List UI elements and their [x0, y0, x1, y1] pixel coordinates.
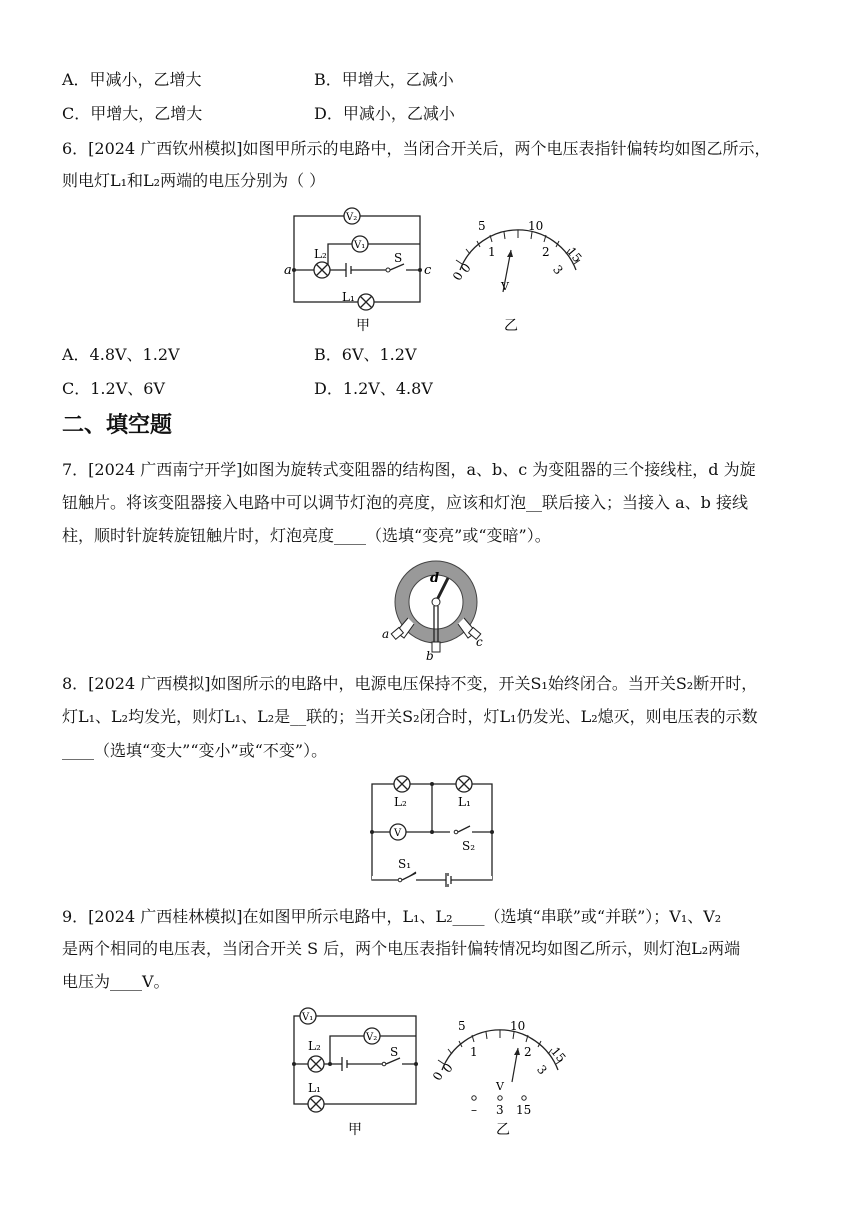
q6-scale-bottom-3: 3 — [550, 262, 566, 278]
section-heading: 二、填空题 — [62, 413, 173, 438]
q6-scale-bottom-1: 1 — [488, 245, 496, 259]
q9-label-v2: V₂ — [366, 1032, 378, 1043]
q6-question-line-2: 则电灯L₁和L₂两端的电压分别为（ ） — [62, 171, 326, 190]
q7-question-line-2: 钮触片。将该变阻器接入电路中可以调节灯泡的亮度，应该和灯泡__联后接入；当接入 a、b 接线 — [62, 493, 748, 512]
q7-label-c: c — [476, 635, 483, 649]
q9-label-v1: V₁ — [302, 1012, 314, 1023]
q7-question-line-3: 柱，顺时针旋转旋钮触片时，灯泡亮度____（选填“变亮”或“变暗”）。 — [62, 526, 551, 545]
q5-option-d: D．甲减小，乙减小 — [314, 104, 455, 123]
q6-label-v2: V₂ — [346, 212, 358, 223]
q9-caption-left: 甲 — [348, 1122, 362, 1138]
q8-label-l1: L₁ — [458, 795, 471, 809]
q9-caption-right: 乙 — [496, 1122, 510, 1138]
q7-label-d: d — [430, 571, 440, 586]
q7-label-b: b — [426, 649, 434, 663]
q8-label-s2: S₂ — [462, 839, 476, 853]
q6-caption-right: 乙 — [504, 318, 518, 334]
q8-question-line-3: ____（选填“变大”“变小”或“不变”）。 — [62, 741, 328, 760]
q9-scale-top-0: 0 — [429, 1069, 446, 1083]
q9-question-line-2: 是两个相同的电压表，当闭合开关 S 后，两个电压表指针偏转情况均如图乙所示，则灯泡L₂两端 — [62, 939, 741, 958]
q8-label-v: V — [394, 828, 402, 839]
q9-scale-top-5: 5 — [458, 1019, 466, 1033]
q5-option-b: B．甲增大，乙减小 — [314, 70, 454, 89]
q8-question-line-2: 灯L₁、L₂均发光，则灯L₁、L₂是__联的；当开关S₂闭合时，灯L₁仍发光、L₂熄灭，则电压表的示数 — [62, 707, 758, 726]
q8-circuit-diagram — [366, 772, 498, 886]
q6-label-c: c — [424, 263, 432, 278]
q6-scale-top-5: 5 — [478, 219, 486, 233]
q6-option-a: A．4.8V、1.2V — [62, 345, 180, 364]
q9-scale-bottom-0: 0 — [440, 1060, 456, 1076]
q9-label-l1: L₁ — [308, 1081, 321, 1095]
q9-label-l2: L₂ — [308, 1039, 321, 1053]
q6-scale-bottom-2: 2 — [542, 245, 550, 259]
q9-terminal-15: 15 — [516, 1103, 532, 1117]
q6-option-d: D．1.2V、4.8V — [314, 379, 433, 398]
q6-scale-top-0: 0 — [449, 269, 466, 283]
q6-scale-bottom-0: 0 — [458, 260, 474, 276]
q9-scale-bottom-2: 2 — [524, 1045, 532, 1059]
q9-scale-top-10: 10 — [510, 1019, 526, 1033]
q6-label-l2: L₂ — [314, 247, 327, 261]
q9-circuit-diagram — [286, 1004, 426, 1138]
q7-label-a: a — [382, 627, 390, 641]
q8-label-l2: L₂ — [394, 795, 407, 809]
q6-label-l1: L₁ — [342, 290, 355, 304]
q6-label-v1: V₁ — [354, 240, 366, 251]
q7-question-line-1: 7．[2024 广西南宁开学]如图为旋转式变阻器的结构图，a、b、c 为变阻器的三个接线柱，d 为旋 — [62, 460, 756, 479]
q9-scale-top-15: 15 — [548, 1044, 569, 1066]
q9-label-s: S — [390, 1045, 399, 1059]
q9-scale-bottom-3: 3 — [534, 1062, 550, 1078]
q6-label-s: S — [394, 251, 403, 265]
q8-question-line-1: 8．[2024 广西模拟]如图所示的电路中，电源电压保持不变，开关S₁始终闭合。当开关S₂断开时， — [62, 674, 758, 693]
q7-rheostat-diagram — [378, 562, 488, 662]
q6-circuit-diagram — [280, 200, 440, 335]
q6-scale-top-15: 15 — [564, 244, 585, 266]
q6-label-a: a — [284, 263, 292, 278]
q9-terminal-minus: – — [471, 1103, 477, 1117]
q6-caption-left: 甲 — [356, 318, 370, 334]
q6-option-c: C．1.2V、6V — [62, 379, 165, 398]
q8-label-s1: S₁ — [398, 857, 412, 871]
q6-voltmeter-dial — [448, 212, 598, 337]
q6-option-b: B．6V、1.2V — [314, 345, 417, 364]
q9-dial-v-label: V — [496, 1080, 504, 1093]
q5-option-a: A．甲减小，乙增大 — [62, 70, 202, 89]
q9-voltmeter-dial — [428, 1014, 584, 1138]
q9-terminal-3: 3 — [496, 1103, 504, 1117]
q6-question-line-1: 6．[2024 广西钦州模拟]如图甲所示的电路中，当闭合开关后，两个电压表指针偏转均如图乙所示， — [62, 139, 771, 158]
q9-scale-bottom-1: 1 — [470, 1045, 478, 1059]
q5-option-c: C．甲增大，乙增大 — [62, 104, 203, 123]
q9-question-line-1: 9．[2024 广西桂林模拟]在如图甲所示电路中，L₁、L₂____（选填“串联”或“并联”）；V₁、V₂ — [62, 907, 722, 926]
q9-question-line-3: 电压为____V。 — [62, 972, 170, 991]
q6-scale-top-10: 10 — [528, 219, 544, 233]
q6-dial-v-label: V — [501, 280, 509, 293]
